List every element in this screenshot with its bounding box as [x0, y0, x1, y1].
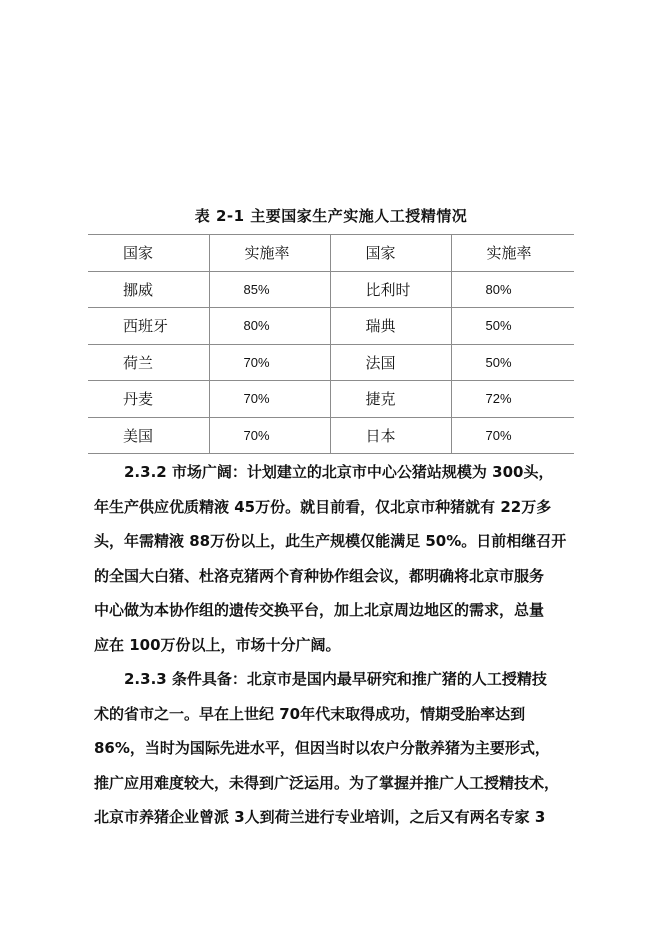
country-cell: 捷克: [330, 381, 451, 418]
paragraph-line: 中心做为本协作组的遗传交换平台，加上北京周边地区的需求，总量: [94, 601, 545, 620]
paragraph-line: 应在 100万份以上，市场十分广阔。: [94, 635, 341, 654]
header-country-2: 国家: [330, 235, 451, 272]
paragraph-line: 推广应用难度较大，未得到广泛运用。为了掌握并推广人工授精技术，: [94, 773, 560, 792]
paragraph-conditions: [94, 662, 574, 835]
table-row: [88, 308, 574, 345]
header-rate-2: 实施率: [451, 235, 574, 272]
rate-cell: 80%: [209, 308, 330, 345]
country-cell: 西班牙: [88, 308, 209, 345]
header-rate-1: 实施率: [209, 235, 330, 272]
country-cell: 瑞典: [330, 308, 451, 345]
paragraph-line: 年生产供应优质精液 45万份。就目前看，仅北京市种猪就有 22万多: [94, 497, 552, 516]
country-cell: 挪威: [88, 271, 209, 308]
table-row: [88, 381, 574, 418]
table-row: [88, 271, 574, 308]
paragraph-line: 术的省市之一。早在上世纪 70年代末取得成功，情期受胎率达到: [94, 704, 526, 723]
table-caption: 表 2-1 主要国家生产实施人工授精情况: [194, 207, 468, 225]
rate-cell: 85%: [209, 271, 330, 308]
rate-cell: 70%: [209, 344, 330, 381]
rate-cell: 70%: [451, 417, 574, 454]
paragraph-line: 的全国大白猪、杜洛克猪两个育种协作组会议，都明确将北京市服务: [94, 566, 545, 585]
paragraph-line: 2.3.3 条件具备：北京市是国内最早研究和推广猪的人工授精技: [124, 670, 547, 688]
table-row: [88, 344, 574, 381]
rate-cell: 50%: [451, 308, 574, 345]
country-cell: 日本: [330, 417, 451, 454]
header-country-1: 国家: [88, 235, 209, 272]
rate-cell: 72%: [451, 381, 574, 418]
rate-cell: 70%: [209, 381, 330, 418]
country-cell: 荷兰: [88, 344, 209, 381]
country-cell: 法国: [330, 344, 451, 381]
table-header-row: [88, 235, 574, 272]
paragraph-market: [94, 455, 574, 663]
rate-cell: 50%: [451, 344, 574, 381]
paragraph-line: 北京市养猪企业曾派 3人到荷兰进行专业培训，之后又有两名专家 3: [94, 808, 546, 827]
paragraph-line: 86%，当时为国际先进水平，但因当时以农户分散养猪为主要形式，: [94, 739, 550, 758]
rate-cell: 70%: [209, 417, 330, 454]
country-cell: 丹麦: [88, 381, 209, 418]
country-cell: 比利时: [330, 271, 451, 308]
table-row: [88, 417, 574, 454]
paragraph-line: 2.3.2 市场广阔：计划建立的北京市中心公猪站规模为 300头，: [124, 463, 554, 481]
insemination-rate-table: [88, 234, 574, 454]
country-cell: 美国: [88, 417, 209, 454]
rate-cell: 80%: [451, 271, 574, 308]
paragraph-line: 头，年需精液 88万份以上，此生产规模仅能满足 50%。日前相继召开: [94, 532, 567, 551]
